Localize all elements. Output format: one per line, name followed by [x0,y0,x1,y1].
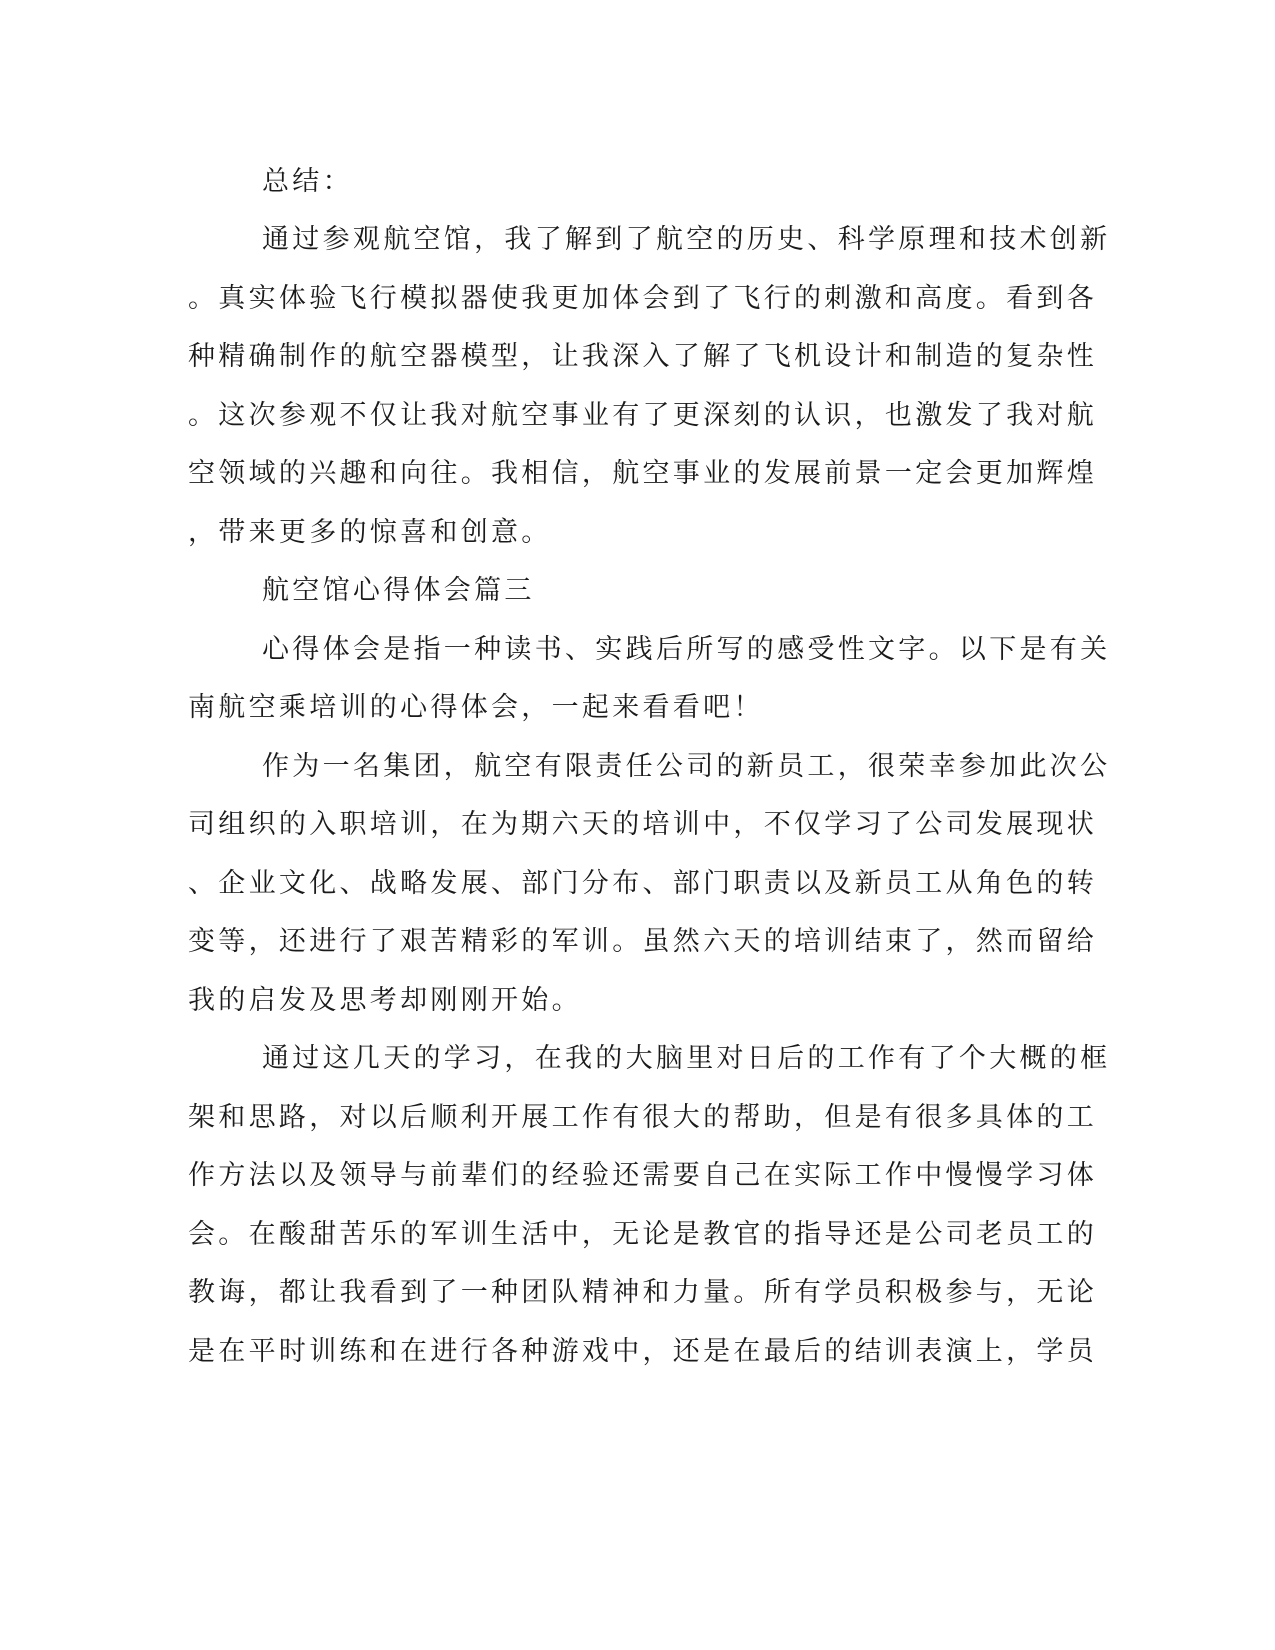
paragraph-line: 南航空乘培训的心得体会，一起来看看吧！ [188,692,764,723]
paragraph-line: 我的启发及思考却刚刚开始。 [188,985,582,1016]
paragraph-line: 作为一名集团，航空有限责任公司的新员工，很荣幸参加此次公 [262,751,1111,782]
section-heading: 航空馆心得体会篇三 [262,575,535,606]
paragraph-line: 司组织的入职培训，在为期六天的培训中，不仅学习了公司发展现状 [188,809,1097,840]
paragraph-line: 空领域的兴趣和向往。我相信，航空事业的发展前景一定会更加辉煌 [188,458,1097,489]
paragraph-line: 是在平时训练和在进行各种游戏中，还是在最后的结训表演上，学员 [188,1336,1097,1367]
paragraph-line: 种精确制作的航空器模型，让我深入了解了飞机设计和制造的复杂性 [188,341,1097,372]
paragraph-line: 。真实体验飞行模拟器使我更加体会到了飞行的刺激和高度。看到各 [188,283,1097,314]
summary-heading: 总结： [262,166,353,197]
paragraph-line: 、企业文化、战略发展、部门分布、部门职责以及新员工从角色的转 [188,868,1097,899]
paragraph-line: 教诲，都让我看到了一种团队精神和力量。所有学员积极参与，无论 [188,1277,1097,1308]
paragraph-line: 架和思路，对以后顺利开展工作有很大的帮助，但是有很多具体的工 [188,1102,1097,1133]
paragraph-line: 作方法以及领导与前辈们的经验还需要自己在实际工作中慢慢学习体 [188,1160,1097,1191]
paragraph-line: 通过这几天的学习，在我的大脑里对日后的工作有了个大概的框 [262,1043,1111,1074]
paragraph-line: 。这次参观不仅让我对航空事业有了更深刻的认识，也激发了我对航 [188,400,1097,431]
paragraph-line: 心得体会是指一种读书、实践后所写的感受性文字。以下是有关 [262,634,1111,665]
paragraph-line: 变等，还进行了艰苦精彩的军训。虽然六天的培训结束了，然而留给 [188,926,1097,957]
paragraph-line: ，带来更多的惊喜和创意。 [188,517,552,548]
paragraph-line: 通过参观航空馆，我了解到了航空的历史、科学原理和技术创新 [262,224,1111,255]
paragraph-line: 会。在酸甜苦乐的军训生活中，无论是教官的指导还是公司老员工的 [188,1219,1097,1250]
